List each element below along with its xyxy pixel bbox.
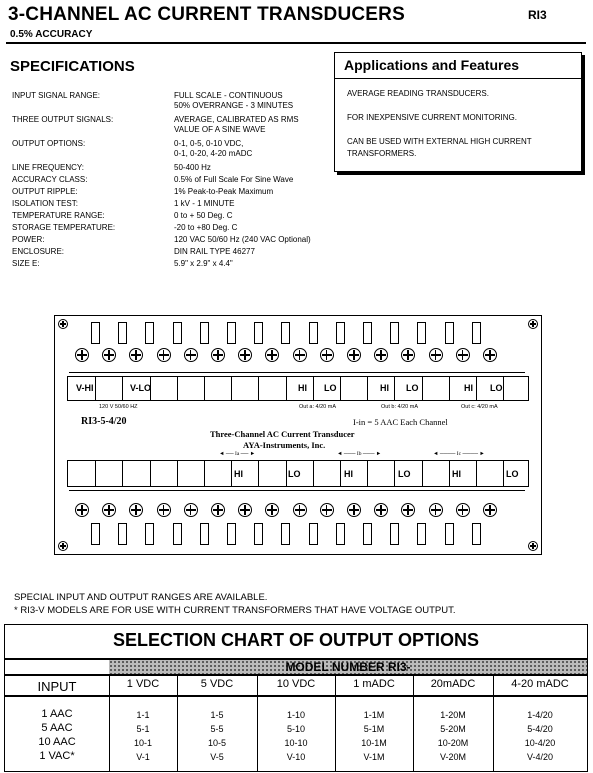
header-rule — [6, 42, 586, 44]
input-cell: 10 AAC — [38, 736, 76, 748]
terminal-divider — [200, 322, 209, 344]
terminal-label: HI — [452, 469, 461, 479]
model-number-cell: 5-5 — [210, 724, 224, 734]
terminal-divider — [173, 523, 182, 545]
cell-divider — [150, 461, 151, 486]
terminal-screw-icon — [129, 348, 143, 362]
terminal-screw-icon — [401, 503, 415, 517]
chart-rule — [5, 674, 587, 676]
cell-divider — [177, 461, 178, 486]
cell-divider — [367, 377, 368, 400]
terminal-label: HI — [380, 383, 389, 393]
terminal-divider — [336, 322, 345, 344]
terminal-divider — [445, 322, 454, 344]
terminal-divider — [472, 322, 481, 344]
spec-label: ACCURACY CLASS: — [12, 175, 88, 184]
note-rI3-v-models: * RI3-V MODELS ARE FOR USE WITH CURRENT TRANSFORMERS THAT HAVE VOLTAGE OUTPUT. — [14, 605, 456, 616]
page-title: 3-CHANNEL AC CURRENT TRANSDUCERS — [8, 4, 405, 25]
spec-value: FULL SCALE - CONTINUOUS — [174, 91, 283, 100]
terminal-screw-icon — [157, 503, 171, 517]
terminal-divider — [118, 523, 127, 545]
cell-divider — [313, 461, 314, 486]
spec-value: 5.9" x 2.9" x 4.4" — [174, 259, 233, 268]
spec-label: OUTPUT RIPPLE: — [12, 187, 78, 196]
model-number-cell: 10-1M — [361, 738, 387, 748]
terminal-screw-icon — [429, 348, 443, 362]
model-number-cell: 10-20M — [437, 738, 469, 748]
cell-divider — [286, 377, 287, 400]
cell-divider — [422, 461, 423, 486]
applications-box — [334, 52, 582, 172]
model-number-cell: 1-1 — [136, 710, 150, 720]
cell-divider — [503, 461, 504, 486]
terminal-divider — [445, 523, 454, 545]
application-item: FOR INEXPENSIVE CURRENT MONITORING. — [347, 113, 517, 122]
cell-divider — [122, 461, 123, 486]
terminal-divider — [309, 322, 318, 344]
model-number-cell: 1-5 — [210, 710, 224, 720]
cell-divider — [449, 461, 450, 486]
model-number-cell: 1-10 — [286, 710, 305, 720]
terminal-divider — [472, 523, 481, 545]
spec-value: 0 to + 50 Deg. C — [174, 211, 233, 220]
spec-value: -20 to +80 Deg. C — [174, 223, 238, 232]
terminal-divider — [145, 523, 154, 545]
specifications-heading: SPECIFICATIONS — [10, 58, 135, 75]
ratio-label: I-in = 5 AAC Each Channel — [353, 417, 448, 427]
terminal-divider — [118, 322, 127, 344]
input-cell: 1 AAC — [41, 708, 73, 720]
output-a-label: Out a: 4/20 mA — [299, 404, 336, 410]
spec-value: VALUE OF A SINE WAVE — [174, 125, 266, 134]
terminal-divider — [363, 322, 372, 344]
spec-value: 0-1, 0-5, 0-10 VDC, — [174, 139, 244, 148]
applications-heading: Applications and Features — [344, 57, 520, 73]
spec-label: STORAGE TEMPERATURE: — [12, 223, 116, 232]
model-number-cell: V-4/20 — [526, 752, 554, 762]
terminal-label: HI — [464, 383, 473, 393]
cell-divider — [204, 461, 205, 486]
cell-divider — [231, 461, 232, 486]
spec-label: POWER: — [12, 235, 45, 244]
channel-c-marker: ◄ ──── Ic ──── ► — [433, 451, 485, 457]
terminal-screw-icon — [211, 348, 225, 362]
model-number-cell: 5-1 — [136, 724, 150, 734]
terminal-label: V-HI — [76, 383, 94, 393]
model-number-header: MODEL NUMBER RI3- — [109, 660, 587, 674]
model-number-cell: 5-10 — [286, 724, 305, 734]
terminal-screw-icon — [184, 503, 198, 517]
terminal-label: LO — [406, 383, 419, 393]
terminal-divider — [145, 322, 154, 344]
terminal-screw-icon — [265, 348, 279, 362]
terminal-screw-icon — [483, 503, 497, 517]
cell-divider — [231, 377, 232, 400]
model-label: RI3-5-4/20 — [81, 416, 127, 427]
output-column-header: 20mADC — [430, 678, 476, 690]
output-column-header: 4-20 mADC — [511, 678, 569, 690]
spec-label: SIZE E: — [12, 259, 40, 268]
terminal-divider — [336, 523, 345, 545]
cell-divider — [340, 461, 341, 486]
spec-value: 50% OVERRANGE - 3 MINUTES — [174, 101, 294, 110]
terminal-screw-icon — [102, 503, 116, 517]
model-number-cell: V-10 — [286, 752, 306, 762]
spec-label: LINE FREQUENCY: — [12, 163, 85, 172]
terminal-screw-icon — [429, 503, 443, 517]
cell-divider — [476, 461, 477, 486]
corner-screw-icon — [528, 541, 538, 551]
cell-divider — [122, 377, 123, 400]
terminal-divider — [390, 322, 399, 344]
channel-a-marker: ◄ ── Ia ── ► — [219, 451, 256, 457]
model-number-cell: 5-4/20 — [527, 724, 553, 734]
cell-divider — [476, 377, 477, 400]
cell-divider — [258, 461, 259, 486]
selection-chart-title: SELECTION CHART OF OUTPUT OPTIONS — [112, 630, 479, 650]
terminal-screw-icon — [75, 348, 89, 362]
model-number-cell: 1-4/20 — [527, 710, 553, 720]
model-number-cell: 10-10 — [284, 738, 308, 748]
spec-value: AVERAGE, CALIBRATED AS RMS — [174, 115, 299, 124]
company-name: AYA-Instruments, Inc. — [243, 440, 326, 450]
terminal-divider — [417, 523, 426, 545]
power-label: 120 V 50/60 HZ — [99, 404, 138, 410]
cell-divider — [95, 461, 96, 486]
terminal-screw-icon — [320, 503, 334, 517]
output-c-label: Out c: 4/20 mA — [461, 404, 498, 410]
terminal-divider — [281, 322, 290, 344]
terminal-screw-icon — [238, 348, 252, 362]
cell-divider — [449, 377, 450, 400]
cell-divider — [422, 377, 423, 400]
terminal-screw-icon — [211, 503, 225, 517]
terminal-divider — [227, 322, 236, 344]
terminal-divider — [390, 523, 399, 545]
corner-screw-icon — [58, 541, 68, 551]
spec-label: ISOLATION TEST: — [12, 199, 78, 208]
cell-divider — [286, 461, 287, 486]
terminal-label: LO — [324, 383, 337, 393]
terminal-screw-icon — [374, 348, 388, 362]
model-number-cell: 10-4/20 — [524, 738, 556, 748]
top-label-strip — [67, 376, 529, 401]
application-item: CAN BE USED WITH EXTERNAL HIGH CURRENT TRANSFORMERS. — [347, 137, 532, 158]
spec-value: 50-400 Hz — [174, 163, 211, 172]
terminal-screw-icon — [347, 503, 361, 517]
channel-b-marker: ◄ ─── Ib ─── ► — [337, 451, 382, 457]
spec-label: INPUT SIGNAL RANGE: — [12, 91, 101, 100]
terminal-screw-icon — [265, 503, 279, 517]
model-number-cell: 5-1M — [363, 724, 385, 734]
top-terminal-block — [69, 318, 525, 373]
cell-divider — [177, 377, 178, 400]
terminal-divider — [173, 322, 182, 344]
terminal-divider — [91, 523, 100, 545]
terminal-screw-icon — [75, 503, 89, 517]
terminal-screw-icon — [129, 503, 143, 517]
spec-label: OUTPUT OPTIONS: — [12, 139, 86, 148]
model-number-cell: 10-1 — [133, 738, 152, 748]
chart-rule — [5, 695, 587, 697]
terminal-label: LO — [398, 469, 411, 479]
terminal-screw-icon — [238, 503, 252, 517]
terminal-screw-icon — [184, 348, 198, 362]
model-number-cell: V-20M — [439, 752, 466, 762]
terminal-divider — [200, 523, 209, 545]
selection-chart — [4, 624, 588, 772]
terminal-divider — [363, 523, 372, 545]
terminal-screw-icon — [102, 348, 116, 362]
spec-label: TEMPERATURE RANGE: — [12, 211, 105, 220]
corner-screw-icon — [58, 319, 68, 329]
input-cell: 5 AAC — [41, 722, 73, 734]
spec-label: ENCLOSURE: — [12, 247, 65, 256]
terminal-screw-icon — [401, 348, 415, 362]
model-number-cell: V-1 — [136, 752, 150, 762]
cell-divider — [367, 461, 368, 486]
terminal-divider — [417, 322, 426, 344]
note-special-ranges: SPECIAL INPUT AND OUTPUT RANGES ARE AVAILABLE. — [14, 592, 268, 603]
terminal-divider — [254, 322, 263, 344]
terminal-label: LO — [490, 383, 503, 393]
corner-screw-icon — [528, 319, 538, 329]
cell-divider — [313, 377, 314, 400]
spec-value: 120 VAC 50/60 Hz (240 VAC Optional) — [174, 235, 311, 244]
terminal-screw-icon — [157, 348, 171, 362]
output-column-header: 1 mADC — [353, 678, 395, 690]
model-number-cell: V-1M — [363, 752, 385, 762]
terminal-divider — [91, 322, 100, 344]
terminal-divider — [227, 523, 236, 545]
spec-value: DIN RAIL TYPE 46277 — [174, 247, 255, 256]
terminal-divider — [254, 523, 263, 545]
cell-divider — [394, 377, 395, 400]
terminal-label: LO — [288, 469, 301, 479]
spec-label: THREE OUTPUT SIGNALS: — [12, 115, 114, 124]
terminal-screw-icon — [456, 348, 470, 362]
cell-divider — [204, 377, 205, 400]
cell-divider — [340, 377, 341, 400]
model-number-cell: 5-20M — [440, 724, 466, 734]
terminal-label: HI — [344, 469, 353, 479]
model-number-cell: 1-20M — [440, 710, 466, 720]
terminal-label: LO — [506, 469, 519, 479]
spec-value: 1 kV - 1 MINUTE — [174, 199, 235, 208]
cell-divider — [95, 377, 96, 400]
spec-value: 0-1, 0-20, 4-20 mADC — [174, 149, 253, 158]
device-drawing — [54, 315, 542, 555]
output-column-header: 10 VDC — [276, 678, 316, 690]
terminal-screw-icon — [347, 348, 361, 362]
bottom-label-strip — [67, 460, 529, 487]
cell-divider — [258, 377, 259, 400]
model-number-cell: 1-1M — [363, 710, 385, 720]
terminal-label: HI — [234, 469, 243, 479]
terminal-screw-icon — [320, 348, 334, 362]
cell-divider — [394, 461, 395, 486]
output-column-header: 1 VDC — [126, 678, 160, 690]
terminal-screw-icon — [374, 503, 388, 517]
accuracy-subtitle: 0.5% ACCURACY — [10, 29, 93, 40]
cell-divider — [503, 377, 504, 400]
input-cell: 1 VAC* — [39, 750, 75, 762]
model-number-cell: 10-5 — [207, 738, 226, 748]
terminal-label: V-LO — [130, 383, 152, 393]
model-number-cell: V-5 — [210, 752, 224, 762]
terminal-screw-icon — [456, 503, 470, 517]
terminal-screw-icon — [483, 348, 497, 362]
applications-rule — [335, 78, 581, 79]
application-item: AVERAGE READING TRANSDUCERS. — [347, 89, 489, 98]
input-header: INPUT — [37, 679, 77, 694]
product-code: RI3 — [528, 8, 547, 22]
device-name: Three-Channel AC Current Transducer — [210, 429, 355, 439]
bottom-terminal-block — [69, 490, 525, 549]
spec-value: 1% Peak-to-Peak Maximum — [174, 187, 274, 196]
spec-value: 0.5% of Full Scale For Sine Wave — [174, 175, 294, 184]
terminal-divider — [281, 523, 290, 545]
output-b-label: Out b: 4/20 mA — [381, 404, 418, 410]
terminal-screw-icon — [293, 348, 307, 362]
terminal-divider — [309, 523, 318, 545]
output-column-header: 5 VDC — [200, 678, 234, 690]
terminal-label: HI — [298, 383, 307, 393]
terminal-screw-icon — [293, 503, 307, 517]
